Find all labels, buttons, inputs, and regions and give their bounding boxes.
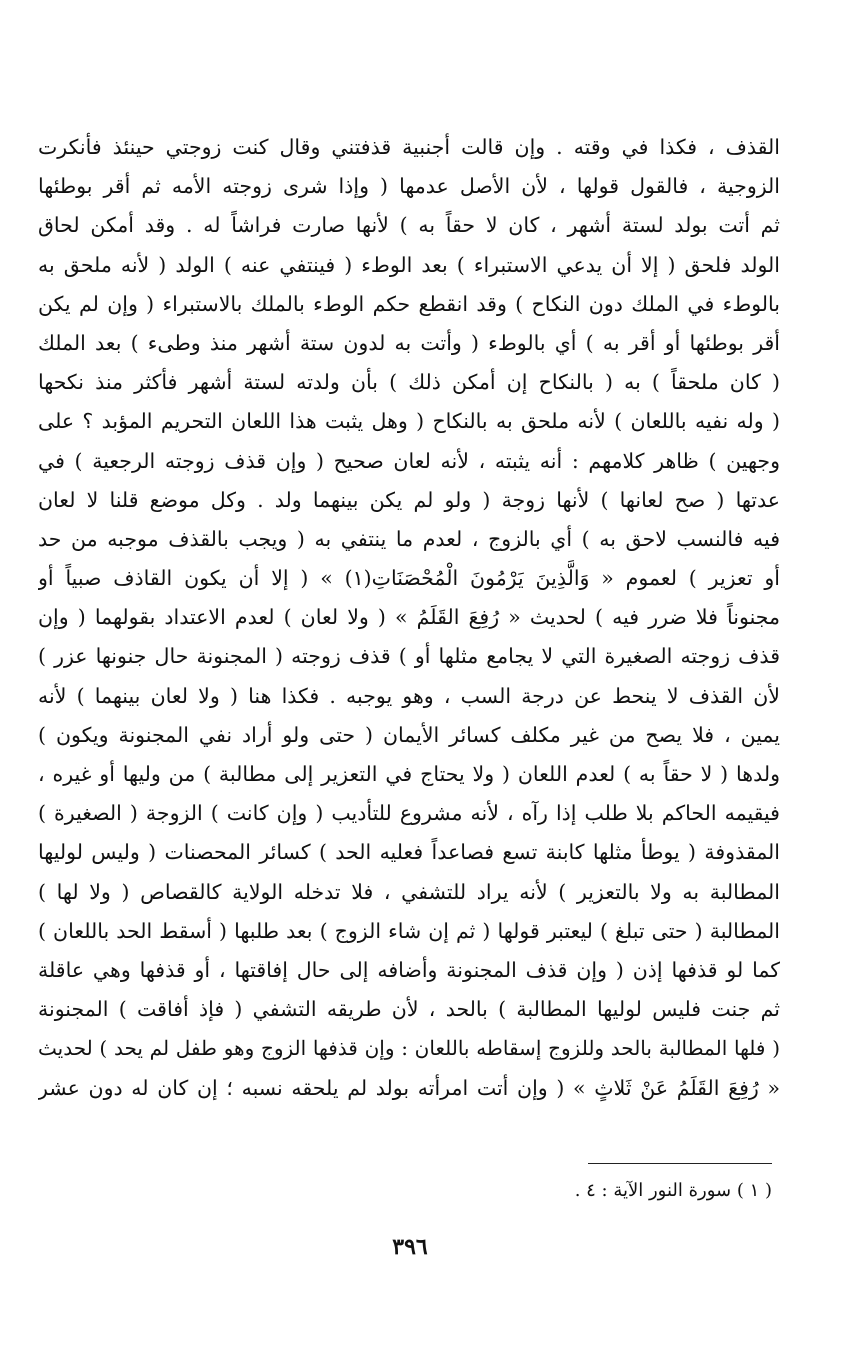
text-line: ( وله نفيه باللعان ) لأنه ملحق به بالنكاح ( وهل يثبت هذا اللعان التحريم المؤبد ؟ على (38, 409, 780, 434)
main-text (38, 128, 780, 1108)
text-line: المطالبة ( حتى تبلغ ) ليعتبر قولها ( ثم إن شاء الزوج ) بعد طلبها ( أسقط الحد باللعان ) (38, 918, 780, 943)
text-line: قذف زوجته الصغيرة التي لا يجامع مثلها أو ) قذف زوجته ( المجنونة حال جنونها عزر ) (38, 644, 780, 669)
text-line: المطالبة به ولا بالتعزير ) لأنه يراد للتشفي ، فلا تدخله الولاية كالقصاص ( ولا لها ) (38, 879, 780, 904)
text-line: لأن القذف لا ينحط عن درجة السب ، وهو يوجبه . فكذا هنا ( ولا لعان بينهما ) لأنه (38, 683, 780, 708)
text-line: بالوطء في الملك دون النكاح ) وقد انقطع حكم الوطء بالملك بالاستبراء ( وإن لم يكن (38, 291, 780, 316)
text-line: ثم أتت بولد لستة أشهر ، كان لا حقاً به ) لأنها صارت فراشاً له . وقد أمكن لحاق (38, 213, 780, 238)
text-line: « رُفِعَ القَلَمُ عَنْ ثَلاثٍ » ( وإن أتت امرأته بولد لم يلحقه نسبه ؛ إن كان له دون عشر (38, 1075, 780, 1100)
text-line: يمين ، فلا يصح من غير مكلف كسائر الأيمان ( حتى ولو أراد نفي المجنونة ويكون ) (38, 722, 780, 747)
text-line: القذف ، فكذا في وقته . وإن قالت أجنبية قذفتني وقال كنت زوجتي حينئذ فأنكرت (38, 135, 780, 159)
text-line: ( كان ملحقاً ) به ( بالنكاح إن أمكن ذلك ) بأن ولدته لستة أشهر فأكثر منذ نكحها (38, 370, 780, 395)
text-line: فيه فالنسب لاحق به ) أي بالزوج ، لعدم ما ينتفي به ( ويجب بالقذف موجبه من حد (38, 526, 780, 551)
text-line: فيقيمه الحاكم بلا طلب إذا رآه ، لأنه مشروع للتأديب ( وإن كانت ) الزوجة ( الصغيرة ) (38, 801, 780, 826)
page-number: ٣٩٦ (392, 1234, 428, 1260)
text-line: مجنوناً فلا ضرر فيه ) لحديث « رُفِعَ القَلَمُ » ( ولا لعان ) لعدم الاعتداد بقولهما ( وإن (38, 605, 780, 630)
text-line: المقذوفة ( يوطأ مثلها كابنة تسع فصاعداً فعليه الحد ) كسائر المحصنات ( وليس لوليها (38, 840, 780, 865)
text-line: الولد فلحق ( إلا أن يدعي الاستبراء ) بعد الوطء ( فينتفي عنه ) الولد ( لأنه ملحق به (38, 252, 780, 277)
text-line: أو تعزير ) لعموم « وَالَّذِينَ يَرْمُونَ الْمُحْصَنَاتِ(١) » ( إلا أن يكون القاذف صبياً أو (38, 566, 780, 591)
text-line: أقر بوطئها أو أقر به ) أي بالوطء ( وأتت به لدون ستة أشهر منذ وطىء ) بعد الملك (38, 330, 780, 355)
text-line: ولدها ( لا حقاً به ) لعدم اللعان ( ولا يحتاج في التعزير إلى مطالبة ) من وليها أو غيره ، (38, 762, 780, 786)
footnote-divider (588, 1163, 772, 1164)
text-line: ثم جنت فليس لوليها المطالبة ) بالحد ، لأن طريقه التشفي ( فإذ أفاقت ) المجنونة (38, 997, 780, 1022)
text-line: كما لو قذفها إذن ( وإن قذف المجنونة وأضافه إلى حال إفاقتها ، أو قذفها وهي عاقلة (38, 957, 780, 982)
text-line: ( فلها المطالبة بالحد وللزوج إسقاطه باللعان : وإن قذفها الزوج وهو طفل لم يحد ) لحديث (38, 1036, 780, 1061)
text-line: وجهين ) ظاهر كلامهم : أنه يثبته ، لأنه لعان صحيح ( وإن قذف زوجته الرجعية ) في (38, 448, 780, 473)
text-line: عدتها ( صح لعانها ) لأنها زوجة ( ولو لم يكن بينهما ولد . وكل موضع قلنا لا لعان (38, 487, 780, 512)
footnote: ( ١ ) سورة النور الآية : ٤ . (574, 1180, 772, 1201)
text-line: الزوجية ، فالقول قولها ، لأن الأصل عدمها ( وإذا شرى زوجته الأمه ثم أقر بوطئها (38, 174, 780, 199)
